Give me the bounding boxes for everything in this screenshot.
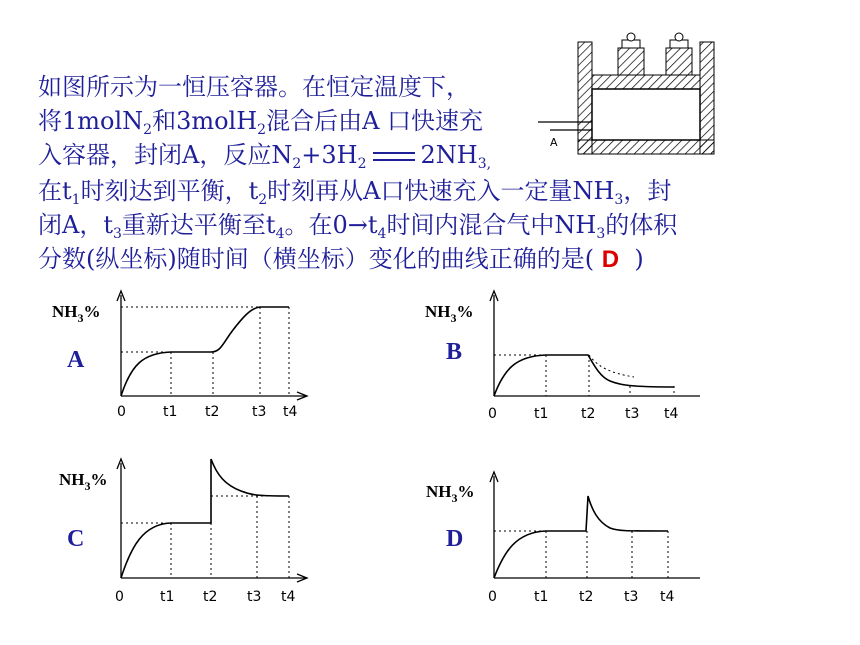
question-line-6: 分数(纵坐标)随时间（横坐标）变化的曲线正确的是( D ) (38, 245, 644, 273)
tick-label: t4 (664, 406, 679, 422)
tick-label: 0 (488, 589, 497, 605)
question-line-2: 将1molN$_2$和3molH$_2$混合后由A 口快速充 (38, 107, 484, 138)
tick-label: t3 (624, 589, 639, 605)
graph-d (420, 460, 700, 610)
tick-label: t1 (163, 404, 178, 420)
y-axis-label: $NH_3\%$ (59, 470, 108, 493)
option-label: D (446, 526, 464, 552)
tick-label: t3 (625, 406, 640, 422)
question-line-3: 入容器，封闭A，反应$N_2+3H_2$ $2NH_{3,}$ (38, 141, 492, 172)
equilibrium-arrow-icon (373, 150, 415, 164)
tick-label: t3 (247, 589, 262, 605)
tick-label: t1 (534, 589, 549, 605)
tick-label: t3 (252, 404, 267, 420)
tick-label: t4 (281, 589, 296, 605)
inlet-label: A (550, 136, 558, 149)
tick-label: t2 (581, 406, 596, 422)
tick-label: t2 (205, 404, 220, 420)
option-label: C (67, 526, 85, 552)
tick-label: 0 (115, 589, 124, 605)
tick-label: t2 (579, 589, 594, 605)
question-line-1: 如图所示为一恒压容器。在恒定温度下， (38, 73, 470, 101)
option-label: B (446, 339, 463, 365)
graph-b (420, 285, 700, 425)
tick-label: 0 (488, 406, 497, 422)
y-axis-label: $NH_3\%$ (425, 302, 474, 325)
graph-c (45, 445, 315, 610)
answer-text: D (601, 246, 620, 273)
tick-label: t1 (534, 406, 549, 422)
tick-label: t4 (283, 404, 298, 420)
pressure-container-diagram (520, 30, 720, 160)
tick-label: t4 (660, 589, 675, 605)
question-line-4: 在$t_1$时刻达到平衡，$t_2$时刻再从A口快速充入一定量$NH_3$，封 (38, 177, 672, 208)
y-axis-label: $NH_3\%$ (52, 302, 101, 325)
graph-a (45, 285, 315, 425)
tick-label: t1 (160, 589, 175, 605)
question-line-5: 闭A，$t_3$重新达平衡至$t_4$。在$0\to t_4$时间内混合气中$NH_3$的体积 (38, 211, 678, 242)
y-axis-label: $NH_3\%$ (426, 482, 475, 505)
option-label: A (67, 347, 85, 373)
tick-label: 0 (117, 404, 126, 420)
tick-label: t2 (203, 589, 218, 605)
